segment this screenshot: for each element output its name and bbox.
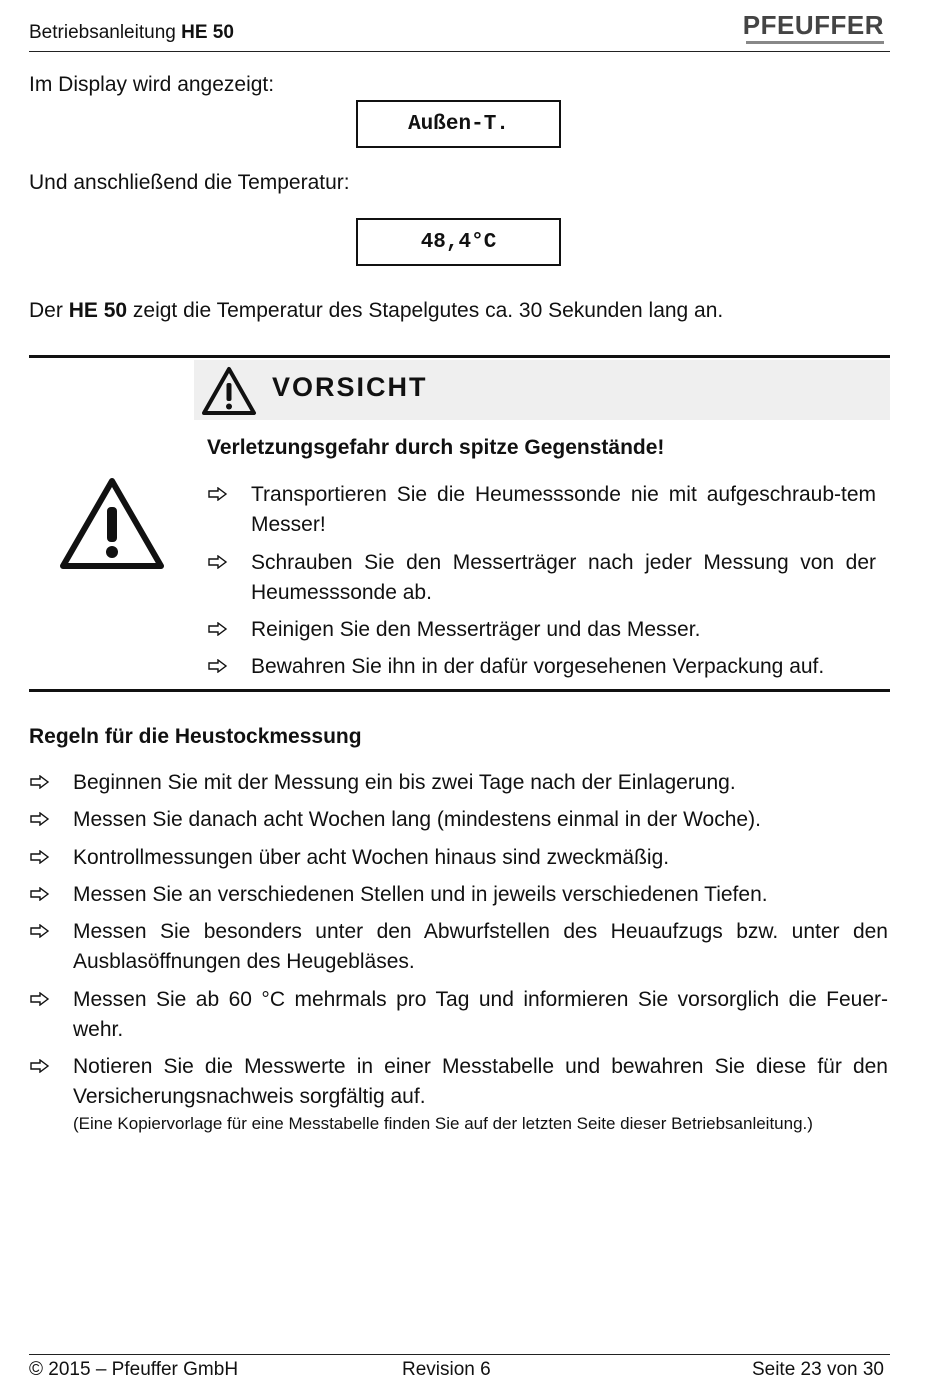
rule-item: Messen Sie besonders unter den Abwurfstellen des Heuaufzugs bzw. unter den Ausblasöffnungen des Heugebläses.	[73, 920, 888, 973]
arrow-bullet-icon	[30, 887, 50, 901]
temp-text-model: HE 50	[68, 299, 128, 322]
caution-top-rule	[29, 355, 890, 358]
arrow-bullet-icon	[30, 812, 50, 826]
arrow-bullet-icon	[208, 622, 228, 636]
temperature-intro: Und anschließend die Temperatur:	[29, 171, 350, 194]
caution-header	[194, 360, 890, 420]
arrow-bullet-icon	[30, 775, 50, 789]
warning-triangle-icon	[201, 366, 257, 416]
logo-underline	[746, 41, 884, 44]
page-footer	[29, 1354, 890, 1384]
header-title-prefix: Betriebsanleitung	[29, 22, 176, 43]
temperature-duration-text	[29, 297, 723, 325]
caution-item: Reinigen Sie den Messerträger und das Messer.	[251, 618, 701, 641]
header-model: HE 50	[181, 22, 234, 43]
rule-item: Notieren Sie die Messwerte in einer Messtabelle und bewahren Sie diese für den Versicherungsnachweis sorgfältig auf.	[73, 1055, 888, 1108]
table-template-note: (Eine Kopiervorlage für eine Messtabelle finden Sie auf der letzten Seite dieser Betriebsanleitung.)	[73, 1114, 813, 1133]
footer-revision: Revision 6	[402, 1359, 491, 1380]
display-box-temperature: 48,4°C	[356, 218, 561, 266]
footer-copyright: © 2015 – Pfeuffer GmbH	[29, 1359, 239, 1380]
arrow-bullet-icon	[30, 1059, 50, 1073]
arrow-bullet-icon	[30, 992, 50, 1006]
caution-bottom-rule	[29, 689, 890, 692]
page-header	[29, 8, 890, 52]
caution-item: Schrauben Sie den Messerträger nach jeder Messung von der Heumesssonde ab.	[251, 551, 876, 604]
arrow-bullet-icon	[208, 487, 228, 501]
header-title	[29, 22, 234, 44]
rule-item: Messen Sie an verschiedenen Stellen und in jeweils verschiedenen Tiefen.	[73, 883, 768, 906]
display-box-label: Außen-T.	[356, 100, 561, 148]
arrow-bullet-icon	[30, 850, 50, 864]
rule-item: Beginnen Sie mit der Messung ein bis zwei Tage nach der Einlagerung.	[73, 771, 736, 794]
caution-title: VORSICHT	[272, 372, 428, 402]
display-intro: Im Display wird angezeigt:	[29, 73, 275, 96]
arrow-bullet-icon	[208, 555, 228, 569]
rules-title: Regeln für die Heustockmessung	[29, 725, 362, 748]
warning-triangle-icon	[58, 476, 166, 572]
caution-item: Bewahren Sie ihn in der dafür vorgesehenen Verpackung auf.	[251, 655, 825, 678]
temp-text-suffix: zeigt die Temperatur des Stapelgutes ca. 30 Sekunden lang an.	[132, 299, 724, 322]
arrow-bullet-icon	[208, 659, 228, 673]
arrow-bullet-icon	[30, 924, 50, 938]
temp-text-prefix: Der	[29, 299, 63, 322]
caution-subtitle: Verletzungsgefahr durch spitze Gegenstände!	[207, 436, 665, 459]
rule-item: Messen Sie danach acht Wochen lang (mindestens einmal in der Woche).	[73, 808, 761, 831]
brand-logo: PFEUFFER	[742, 10, 884, 40]
rule-item: Kontrollmessungen über acht Wochen hinaus sind zweckmäßig.	[73, 846, 670, 869]
rule-item: Messen Sie ab 60 °C mehrmals pro Tag und informieren Sie vorsorglich die Feuer-wehr.	[73, 988, 888, 1041]
caution-item: Transportieren Sie die Heumesssonde nie mit aufgeschraub-tem Messer!	[251, 483, 876, 536]
footer-page-number: Seite 23 von 30	[751, 1359, 884, 1380]
